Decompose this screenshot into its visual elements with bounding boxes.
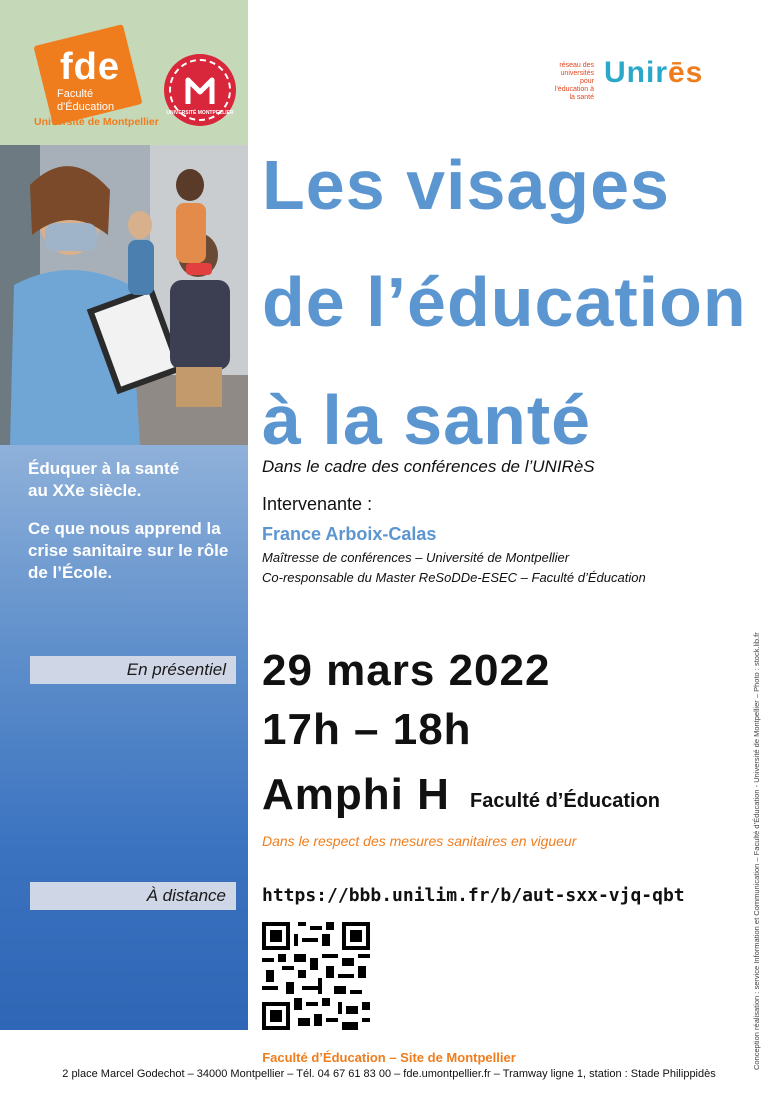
topic-question: Ce que nous apprend la crise sanitaire sur le rôle de l’École. (28, 519, 229, 582)
fde-logo (34, 32, 164, 132)
photo-illustration (0, 145, 248, 445)
qr-code-icon[interactable] (262, 922, 370, 1030)
speaker-role1: Maîtresse de conférences – Université de Montpellier (262, 550, 570, 565)
footer-title: Faculté d’Éducation – Site de Montpellier (262, 1050, 516, 1065)
poster-title-line2: de l’éducation (262, 263, 747, 341)
fde-logo-text: fde (60, 46, 120, 88)
mode-remote-label: À distance (30, 882, 236, 910)
speaker-name: France Arboix-Calas (262, 524, 437, 544)
university-seal-logo (164, 54, 236, 126)
unires-logo (604, 56, 703, 90)
fde-logo-line1: Faculté (57, 88, 94, 100)
event-time: 17h – 18h (262, 705, 472, 754)
mode-present-label: En présentiel (30, 656, 236, 684)
speaker-label: Intervenante : (262, 494, 373, 514)
fde-logo-line2: d'Éducation (57, 101, 115, 113)
photo-teacher-children (0, 145, 248, 445)
unires-tagline: réseau des universités pour l'éducation à la santé (554, 62, 594, 101)
poster-title-line3: à la santé (262, 381, 592, 459)
event-date: 29 mars 2022 (262, 646, 551, 695)
event-place-sub: Faculté d’Éducation (470, 790, 661, 812)
seal-text: UNIVERSITÉ MONTPELLIER (166, 110, 234, 116)
seal-emblem-icon (184, 70, 216, 110)
poster-title-line1: Les visages (262, 146, 670, 224)
unires-logo-part1: Unir (604, 56, 668, 89)
sanitary-note: Dans le respect des mesures sanitaires en vigueur (262, 833, 577, 849)
fde-logo-university: Université de Montpellier (34, 116, 159, 128)
topic-line2: au XXe siècle. (28, 481, 142, 500)
photo-credits: Conception réalisation : service Information et Communication – Faculté d’Éducation - Université de Montpellier – Photo : stock.lib.fr (752, 632, 761, 1070)
unires-logo-part2: ēs (668, 56, 704, 89)
remote-url-link[interactable]: https://bbb.unilim.fr/b/aut-sxx-vjq-qbt (262, 885, 685, 906)
footer-address: 2 place Marcel Godechot – 34000 Montpellier – Tél. 04 67 61 83 00 – fde.umontpellier.fr – Tramway ligne 1, station : Stade Philippidès (62, 1068, 716, 1080)
event-place: Amphi H (262, 770, 450, 819)
topic-line1: Éduquer à la santé (28, 459, 180, 478)
speaker-role2: Co-responsable du Master ReSoDDe-ESEC – Faculté d’Éducation (262, 570, 646, 585)
poster-subtitle: Dans le cadre des conférences de l’UNIRèS (262, 457, 595, 476)
